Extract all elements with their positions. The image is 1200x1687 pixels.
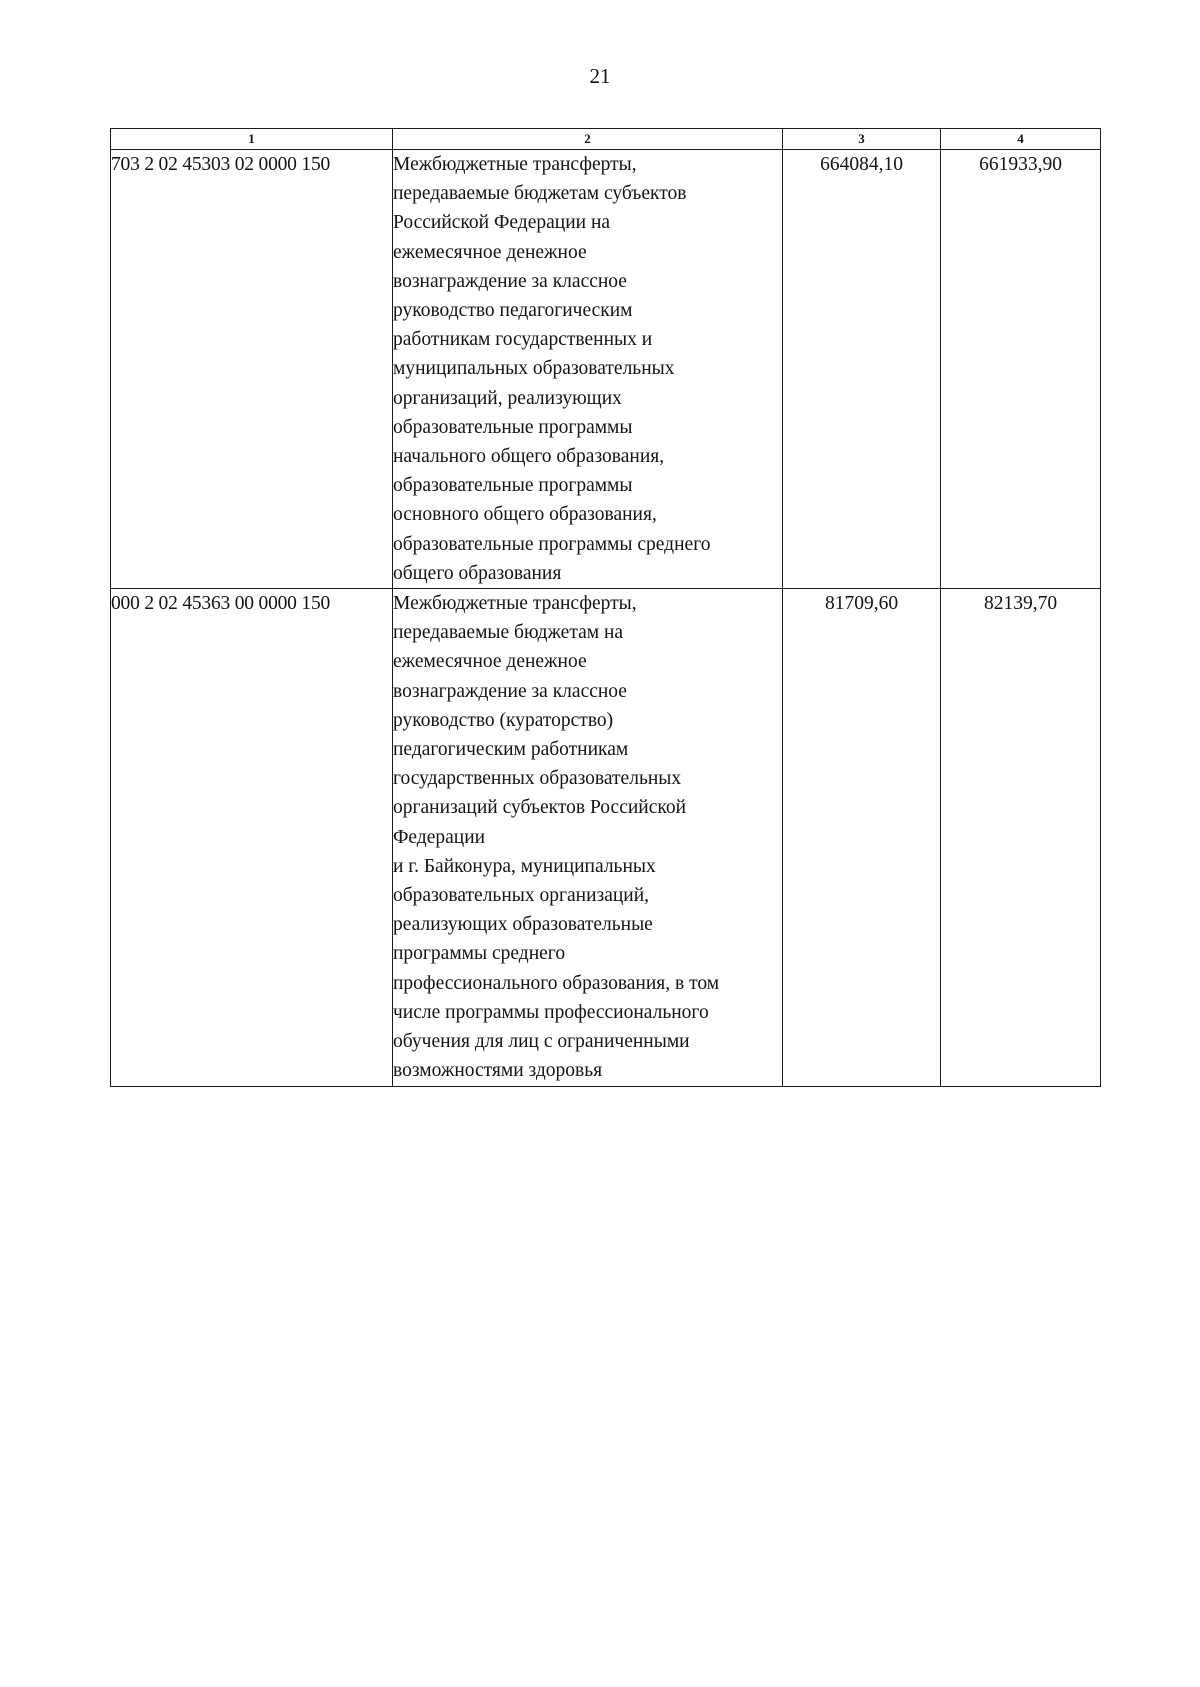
budget-code: 703 2 02 45303 02 0000 150 [111,150,393,589]
value-col-4: 82139,70 [941,589,1101,1086]
table-row [111,150,1101,589]
description-line: руководство педагогическим [393,300,633,322]
table-row [111,589,1101,1086]
description-line: организаций, реализующих [393,387,622,409]
description-line: вознаграждение за классное [393,680,627,702]
description-line: муниципальных образовательных [393,358,675,380]
description-line: возможностями здоровья [393,1060,603,1082]
description-line: ежемесячное денежное [393,241,587,263]
page-number: 21 [589,64,611,88]
description-line: ежемесячное денежное [393,651,587,673]
description-line: и г. Байконура, муниципальных [393,855,656,877]
description-line: работникам государственных и [393,329,653,351]
column-header-4: 4 [941,129,1101,150]
description-line: Межбюджетные трансферты, [393,154,637,175]
value-col-4: 661933,90 [941,150,1101,589]
description-line: педагогическим работникам [393,739,629,761]
description-line: реализующих образовательные [393,914,653,936]
table-header-row [111,129,1101,150]
budget-code: 000 2 02 45363 00 0000 150 [111,589,393,1086]
value-col-3: 664084,10 [783,150,941,589]
description-line: программы среднего [393,943,566,965]
description-line: государственных образовательных [393,768,682,790]
description-line: основного общего образования, [393,504,657,526]
column-header-1: 1 [111,129,393,150]
description-line: общего образования [393,562,562,584]
description-line: вознаграждение за классное [393,270,627,292]
column-header-2: 2 [393,129,783,150]
description [393,150,783,589]
description-line: Федерации [393,826,486,848]
description-line: передаваемые бюджетам субъектов [393,183,687,205]
description-line: организаций субъектов Российской [393,797,687,819]
description-line: Межбюджетные трансферты, [393,593,637,615]
description-line: руководство (кураторство) [393,709,614,731]
description-line: передаваемые бюджетам на [393,622,624,644]
budget-table [110,128,1101,1087]
description-line: образовательные программы [393,416,633,438]
description-line: начального общего образования, [393,446,665,468]
description-line: числе программы профессионального [393,1001,709,1023]
description [393,589,783,1086]
description-line: образовательные программы [393,475,633,497]
column-header-3: 3 [783,129,941,150]
description-line: образовательных организаций, [393,885,650,907]
description-line: Российской Федерации на [393,212,611,234]
description-line: образовательные программы среднего [393,533,711,555]
description-line: профессионального образования, в том [393,972,720,994]
value-col-3: 81709,60 [783,589,941,1086]
description-line: обучения для лиц с ограниченными [393,1031,690,1053]
